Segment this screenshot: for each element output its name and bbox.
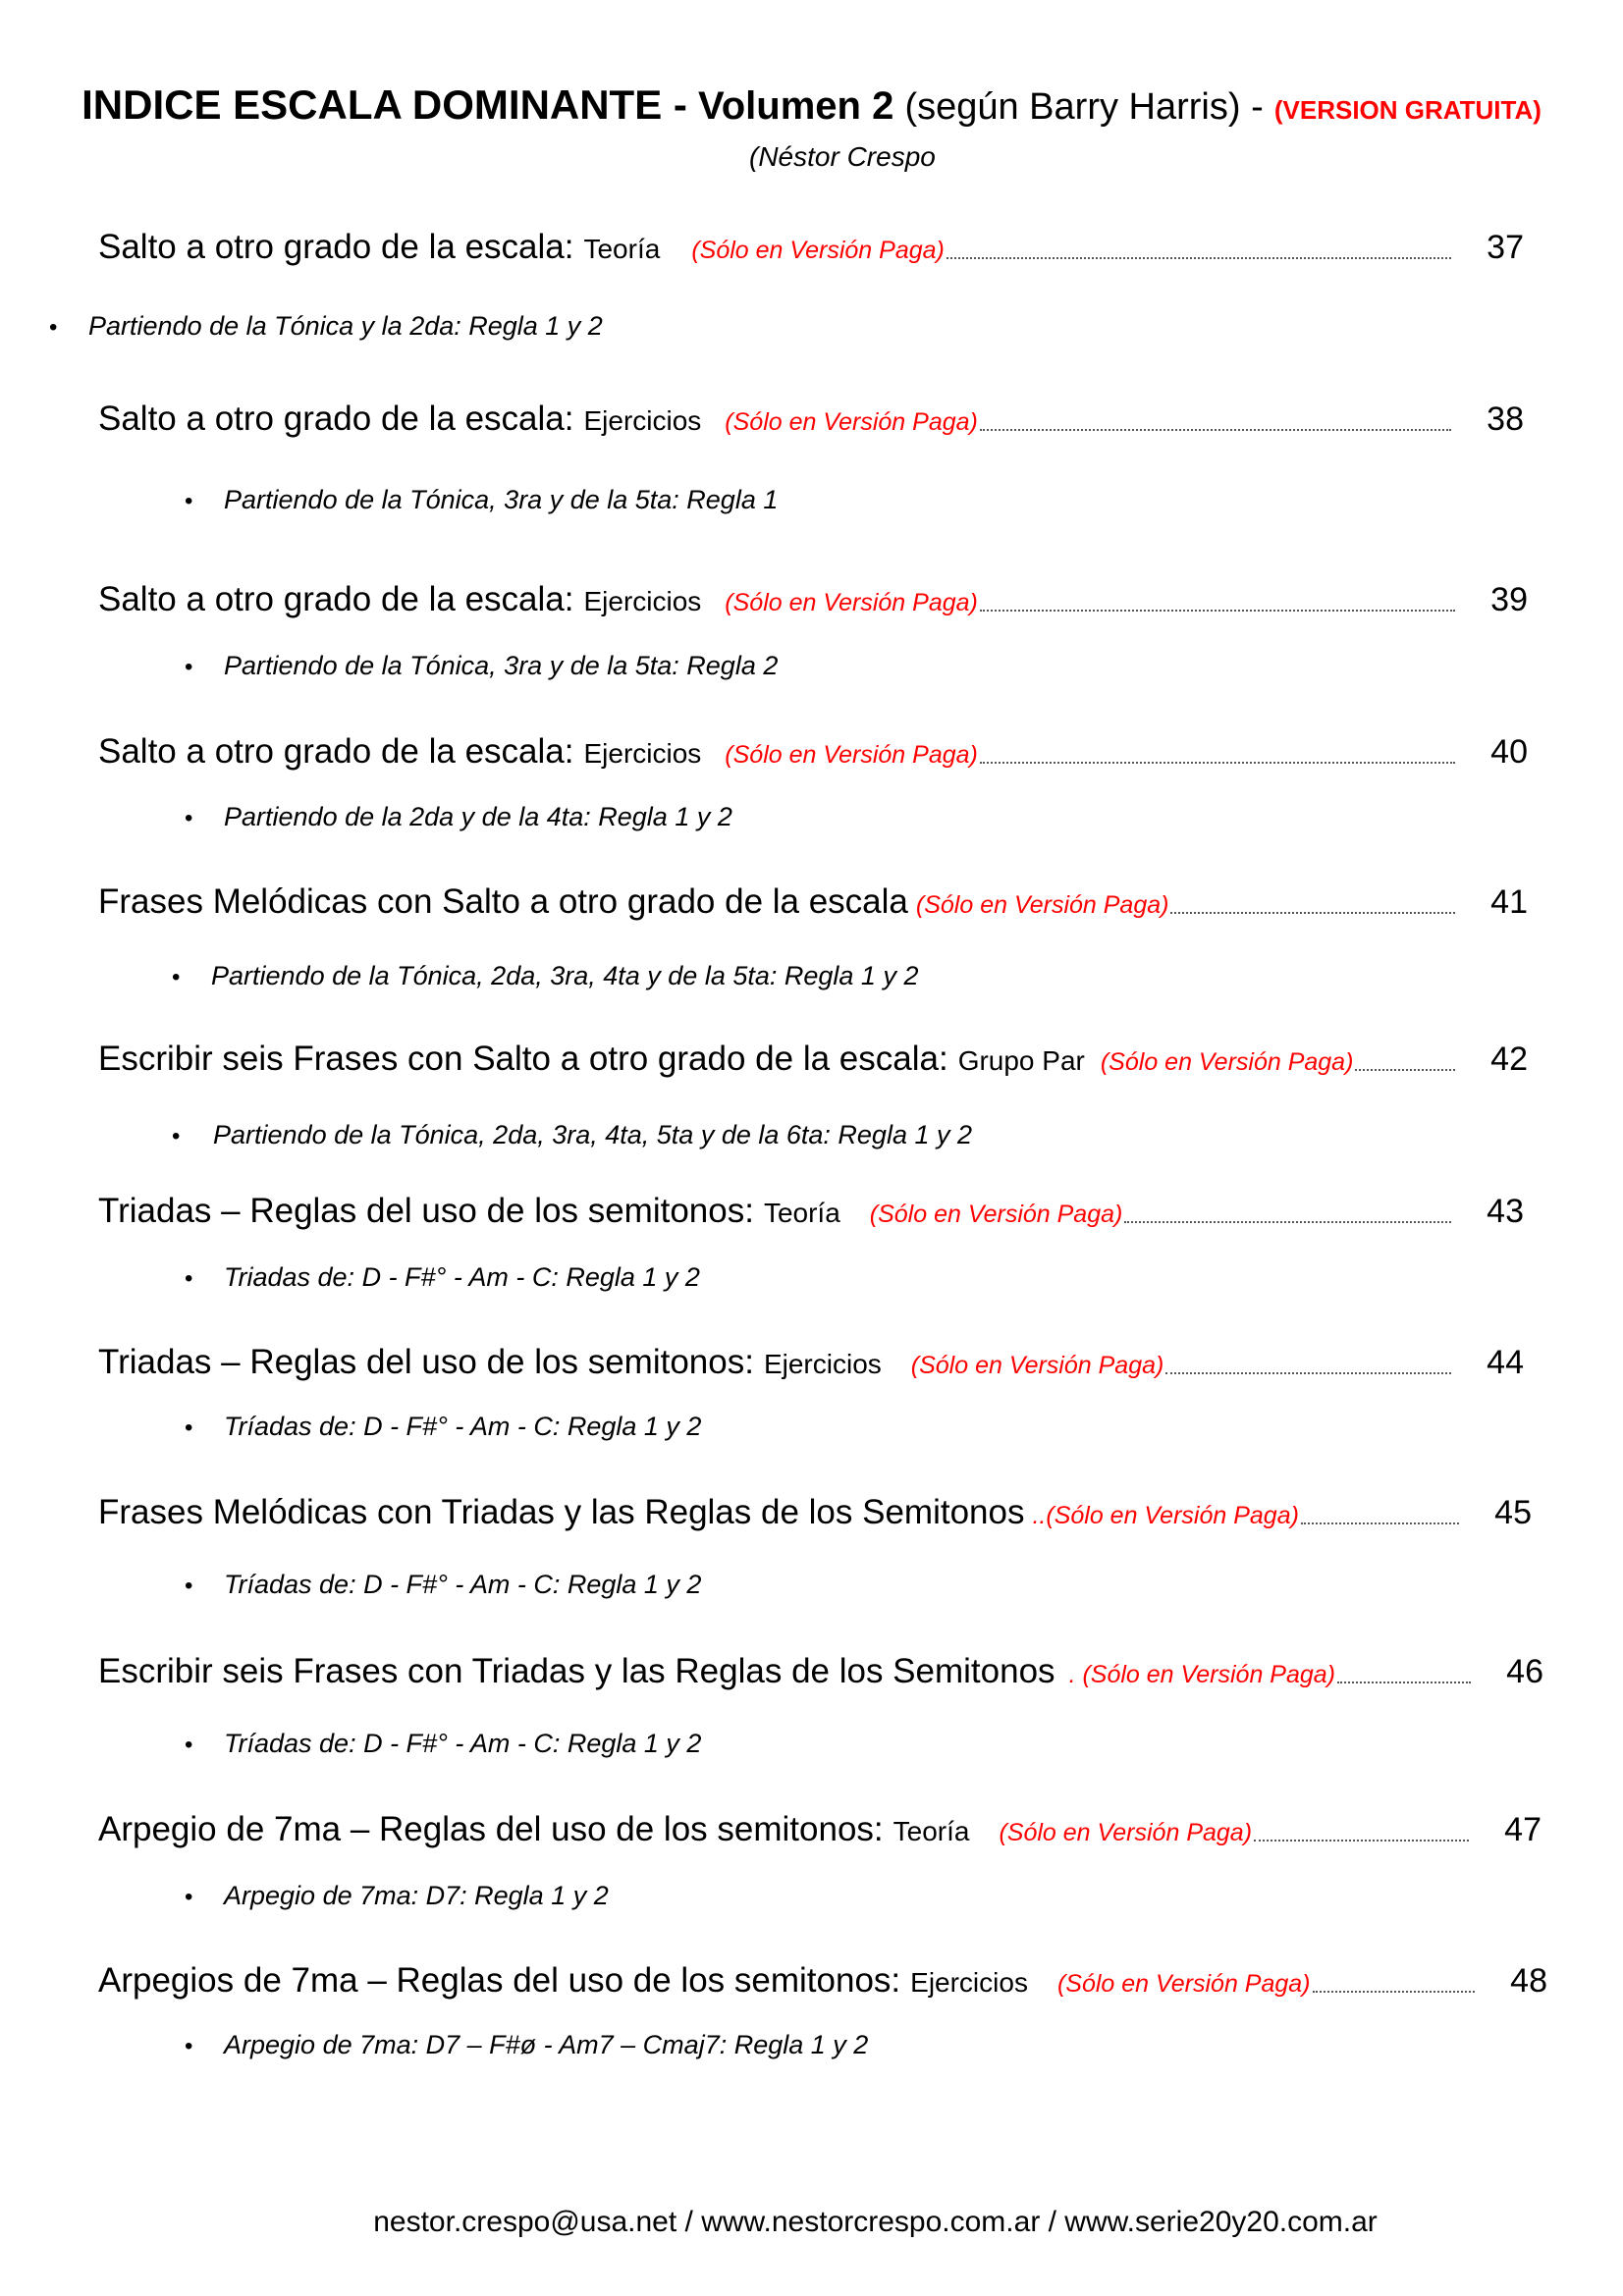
dot-leader — [1337, 1682, 1471, 1683]
bullet-text: Arpegio de 7ma: D7: Regla 1 y 2 — [224, 1881, 609, 1910]
entry-type: Teoría — [893, 1816, 970, 1846]
page-title — [0, 80, 1623, 134]
bullet-text: Partiendo de la Tónica, 3ra y de la 5ta: Regla 2 — [224, 651, 779, 680]
dot-leader — [1124, 1221, 1451, 1223]
entry-title: Salto a otro grado de la escala: — [98, 580, 574, 618]
bullet-marker: • — [185, 654, 193, 680]
bullet-marker: • — [185, 1884, 193, 1910]
toc-entry — [98, 879, 1528, 924]
bullet-item — [185, 649, 778, 684]
entry-paid-note: (Sólo en Versión Paga) — [691, 237, 945, 264]
entry-type: Ejercicios — [583, 405, 702, 436]
toc-entry — [98, 1188, 1524, 1233]
bullet-item — [185, 1568, 701, 1603]
dot-leader — [1301, 1522, 1459, 1524]
author: (Néstor Crespo — [749, 141, 936, 172]
bullet-item — [49, 309, 603, 345]
bullet-text: Partiendo de la 2da y de la 4ta: Regla 1 y 2 — [224, 802, 732, 831]
bullet-text: Tríadas de: D - F#° - Am - C: Regla 1 y 2 — [224, 1729, 702, 1758]
bullet-item — [185, 1260, 700, 1296]
entry-page: 40 — [1490, 733, 1528, 771]
bullet-marker: • — [185, 488, 193, 514]
bullet-marker: • — [185, 1573, 193, 1599]
bullet-item — [185, 483, 778, 518]
entry-page: 46 — [1506, 1653, 1543, 1690]
dot-leader — [980, 610, 1455, 612]
entry-title: Arpegio de 7ma – Reglas del uso de los semitonos: — [98, 1810, 884, 1848]
entry-title: Frases Melódicas con Triadas y las Reglas de los Semitonos — [98, 1493, 1025, 1531]
bullet-item — [185, 800, 732, 835]
dot-leader — [1165, 1372, 1451, 1374]
bullet-item — [185, 2028, 868, 2063]
entry-type: Teoría — [763, 1198, 840, 1228]
entry-page: 43 — [1487, 1193, 1524, 1230]
bullet-text: Partiendo de la Tónica, 2da, 3ra, 4ta y de la 5ta: Regla 1 y 2 — [211, 961, 919, 990]
entry-paid-note: ..(Sólo en Versión Paga) — [1032, 1502, 1299, 1529]
toc-entry — [98, 1806, 1542, 1851]
entry-paid-note: (Sólo en Versión Paga) — [869, 1201, 1123, 1228]
entry-page: 44 — [1487, 1344, 1524, 1381]
bullet-text: Arpegio de 7ma: D7 – F#ø - Am7 – Cmaj7: Regla 1 y 2 — [224, 2030, 869, 2059]
entry-paid-note: (Sólo en Versión Paga) — [1056, 1970, 1311, 1998]
bullet-item — [172, 1118, 972, 1153]
toc-entry — [98, 1339, 1524, 1384]
entry-page: 48 — [1510, 1962, 1547, 2000]
entry-title: Escribir seis Frases con Salto a otro grado de la escala: — [98, 1040, 948, 1078]
entry-page: 38 — [1487, 400, 1524, 438]
footer-contact: nestor.crespo@usa.net / www.nestorcrespo.com.ar / www.serie20y20.com.ar — [373, 2206, 1378, 2238]
bullet-marker: • — [185, 1732, 193, 1758]
bullet-text: Partiendo de la Tónica, 3ra y de la 5ta: Regla 1 — [224, 485, 779, 514]
toc-entry — [98, 396, 1524, 441]
bullet-text: Partiendo de la Tónica y la 2da: Regla 1 y 2 — [88, 311, 603, 341]
dot-leader — [1355, 1069, 1455, 1071]
entry-title: Triadas – Reglas del uso de los semitonos: — [98, 1343, 754, 1381]
bullet-text: Tríadas de: D - F#° - Am - C: Regla 1 y 2 — [224, 1570, 702, 1599]
entry-page: 41 — [1490, 883, 1528, 921]
toc-entry — [98, 728, 1528, 774]
entry-type: Ejercicios — [583, 738, 702, 769]
dot-leader — [980, 762, 1455, 764]
entry-paid-note: . (Sólo en Versión Paga) — [1068, 1661, 1336, 1688]
entry-title: Escribir seis Frases con Triadas y las Reglas de los Semitonos — [98, 1652, 1055, 1690]
bullet-marker: • — [185, 2033, 193, 2059]
bullet-marker: • — [185, 1265, 193, 1292]
entry-type: Grupo Par — [957, 1045, 1085, 1076]
dot-leader — [1254, 1840, 1469, 1842]
entry-type: Ejercicios — [763, 1349, 882, 1379]
entry-paid-note: (Sólo en Versión Paga) — [915, 891, 1169, 919]
dot-leader — [1313, 1991, 1475, 1993]
entry-title: Salto a otro grado de la escala: — [98, 228, 574, 266]
bullet-item — [172, 959, 918, 994]
entry-page: 42 — [1490, 1041, 1528, 1078]
entry-title: Frases Melódicas con Salto a otro grado de la escala — [98, 882, 908, 921]
entry-type: Teoría — [583, 234, 661, 264]
toc-entry — [98, 1489, 1532, 1534]
bullet-marker: • — [172, 1123, 181, 1149]
entry-paid-note: (Sólo en Versión Paga) — [725, 589, 978, 616]
entry-paid-note: (Sólo en Versión Paga) — [725, 408, 978, 436]
bullet-text: Partiendo de la Tónica, 2da, 3ra, 4ta, 5ta y de la 6ta: Regla 1 y 2 — [213, 1120, 972, 1149]
entry-page: 47 — [1504, 1811, 1542, 1848]
bullet-item — [185, 1879, 609, 1914]
entry-title: Triadas – Reglas del uso de los semitonos: — [98, 1192, 754, 1230]
bullet-item — [185, 1727, 701, 1762]
entry-title: Salto a otro grado de la escala: — [98, 400, 574, 438]
toc-entry — [98, 1648, 1543, 1693]
entry-paid-note: (Sólo en Versión Paga) — [910, 1352, 1164, 1379]
entry-type: Ejercicios — [910, 1967, 1028, 1998]
entry-page: 45 — [1494, 1494, 1532, 1531]
title-main: INDICE ESCALA DOMINANTE - — [81, 81, 687, 128]
toc-entry — [98, 1957, 1547, 2002]
toc-entry — [98, 1036, 1528, 1081]
bullet-text: Triadas de: D - F#° - Am - C: Regla 1 y 2 — [224, 1262, 700, 1292]
entry-paid-note: (Sólo en Versión Paga) — [725, 741, 978, 769]
dot-leader — [980, 429, 1451, 431]
dot-leader — [1170, 912, 1455, 914]
toc-entry — [98, 224, 1524, 269]
entry-paid-note: (Sólo en Versión Paga) — [1100, 1048, 1354, 1076]
entry-type: Ejercicios — [583, 586, 702, 616]
bullet-item — [185, 1410, 701, 1445]
bullet-marker: • — [185, 1415, 193, 1441]
toc-entry — [98, 576, 1528, 621]
entry-page: 37 — [1487, 229, 1524, 266]
title-subtitle: (según Barry Harris) - — [904, 86, 1264, 128]
bullet-text: Tríadas de: D - F#° - Am - C: Regla 1 y 2 — [224, 1412, 702, 1441]
dot-leader — [947, 257, 1451, 259]
entry-paid-note: (Sólo en Versión Paga) — [999, 1819, 1253, 1846]
title-volume: Volumen 2 — [698, 84, 894, 128]
bullet-marker: • — [172, 964, 181, 990]
entry-page: 39 — [1490, 581, 1528, 618]
entry-title: Salto a otro grado de la escala: — [98, 732, 574, 771]
bullet-marker: • — [49, 314, 58, 341]
bullet-marker: • — [185, 805, 193, 831]
title-free-version: (VERSION GRATUITA) — [1273, 95, 1542, 125]
entry-title: Arpegios de 7ma – Reglas del uso de los semitonos: — [98, 1961, 901, 2000]
